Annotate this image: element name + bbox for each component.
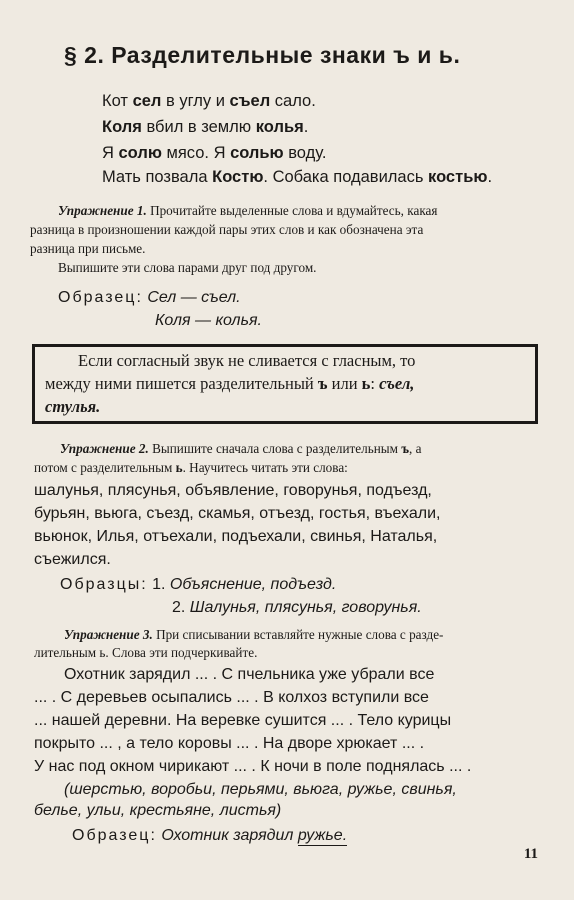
sample-1: [58, 289, 241, 307]
exercise-text-line: ... . С деревьев осыпались ... . В колхоз вступили все: [34, 689, 429, 706]
section-title: § 2. Разделительные знаки ъ и ь.: [64, 42, 461, 68]
example-text: вбил в землю: [141, 118, 256, 136]
sample-number: 1.: [152, 576, 166, 593]
sample-3: [72, 827, 347, 845]
example-text: Я: [102, 144, 119, 162]
example-word-bold: съел: [229, 92, 271, 110]
rule-example: съел,: [379, 374, 415, 393]
example-word-bold: сел: [132, 92, 162, 110]
sample-text: Объяснение, подъезд.: [169, 576, 337, 593]
example-word-bold: Костю: [212, 168, 264, 186]
exercise-2-line: [60, 441, 421, 457]
rule-text: или: [327, 374, 362, 393]
soft-sign: ь: [175, 460, 183, 475]
example-word-bold: костью: [428, 168, 488, 186]
word-bank-line: [64, 781, 457, 799]
example-text: .: [303, 118, 309, 136]
sample-number: 2.: [172, 599, 186, 616]
sample-text: Сел — съел.: [147, 289, 241, 306]
example-word-bold: Коля: [102, 118, 142, 136]
word-list-line: шалунья, плясунья, объявление, говорунья, подъезд,: [34, 482, 432, 499]
word-list-line: съежился.: [34, 551, 111, 568]
hard-sign: ъ: [317, 374, 328, 393]
sample-text: Шалунья, плясунья, говорунья.: [189, 599, 422, 616]
exercise-text-line: ... нашей деревни. На веревке сушится ... . Тело курицы: [34, 712, 452, 729]
example-word-bold: солю: [118, 144, 162, 162]
example-line: [102, 168, 492, 187]
exercise-text: При списывании вставляйте нужные слова с разде-: [152, 627, 444, 642]
exercise-3-line: лительным ь. Слова эти подчеркивайте.: [34, 645, 258, 660]
example-word-bold: колья: [255, 118, 304, 136]
example-text: Кот: [102, 92, 133, 110]
example-text: Мать позвала: [102, 168, 213, 186]
exercise-1-line: [58, 203, 437, 219]
exercise-text: , а: [409, 441, 422, 456]
exercise-text: потом с разделительным: [34, 460, 176, 475]
sample-answer-underlined: ружье.: [297, 827, 348, 844]
sample-label: Образец:: [72, 827, 157, 844]
example-text: воду.: [283, 144, 327, 162]
word-bank-text: (шерстью, воробьи, перьями, вьюга, ружье, свинья,: [64, 781, 457, 798]
sample-text: Охотник зарядил: [161, 827, 298, 844]
exercise-text-line: покрыто ... , а тело коровы ... . На дворе хрюкает ... .: [34, 735, 425, 752]
rule-line: [45, 397, 100, 417]
word-list-line: вьюнок, Илья, отъехали, подъехали, свинья, Наталья,: [34, 528, 438, 545]
example-text: .: [487, 168, 493, 186]
example-text: . Собака подавилась: [263, 168, 429, 186]
word-bank-line: [34, 802, 281, 820]
exercise-text-line: Охотник зарядил ... . С пчельника уже убрали все: [64, 666, 435, 683]
exercise-1-line: Выпишите эти слова парами друг под другом.: [58, 260, 317, 275]
sample-label: Образцы:: [60, 576, 148, 593]
example-text: мясо. Я: [161, 144, 231, 162]
exercise-label: Упражнение 2.: [60, 441, 149, 456]
sample-2-line-2: [172, 599, 422, 617]
rule-line: [45, 374, 414, 394]
exercise-label: Упражнение 3.: [64, 627, 153, 642]
word-bank-text: белье, ульи, крестьяне, листья): [34, 802, 282, 819]
word-list-line: бурьян, вьюга, съезд, скамья, отъезд, гостья, въехали,: [34, 505, 441, 522]
exercise-3-line: [64, 627, 443, 643]
example-line: [102, 144, 326, 163]
sample-2: [60, 576, 336, 594]
sample-1-line-2: [155, 312, 262, 330]
soft-sign: ь: [361, 374, 371, 393]
rule-line: Если согласный звук не сливается с гласным, то: [78, 351, 416, 370]
sample-text: Коля — колья.: [155, 312, 262, 329]
exercise-text: . Научитесь читать эти слова:: [182, 460, 348, 475]
example-line: [102, 118, 308, 137]
exercise-label: Упражнение 1.: [58, 203, 147, 218]
example-text: сало.: [270, 92, 316, 110]
example-text: в углу и: [161, 92, 230, 110]
exercise-text-line: У нас под окном чирикают ... . К ночи в поле поднялась ... .: [34, 758, 472, 775]
exercise-1-line: разница при письме.: [30, 241, 146, 256]
hard-sign: ъ: [401, 441, 410, 456]
page-number: 11: [523, 846, 538, 862]
sample-label: Образец:: [58, 289, 143, 306]
exercise-1-line: разница в произношении каждой пары этих слов и как обозначена эта: [30, 222, 424, 237]
exercise-text: Прочитайте выделенные слова и вдумайтесь, какая: [146, 203, 438, 218]
rule-text: :: [370, 374, 380, 393]
example-word-bold: солью: [230, 144, 284, 162]
exercise-2-line: [34, 460, 348, 476]
exercise-text: Выпишите сначала слова с разделительным: [148, 441, 402, 456]
rule-text: между ними пишется разделительный: [45, 374, 318, 393]
rule-example: стулья.: [45, 397, 101, 416]
example-line: [102, 92, 316, 111]
